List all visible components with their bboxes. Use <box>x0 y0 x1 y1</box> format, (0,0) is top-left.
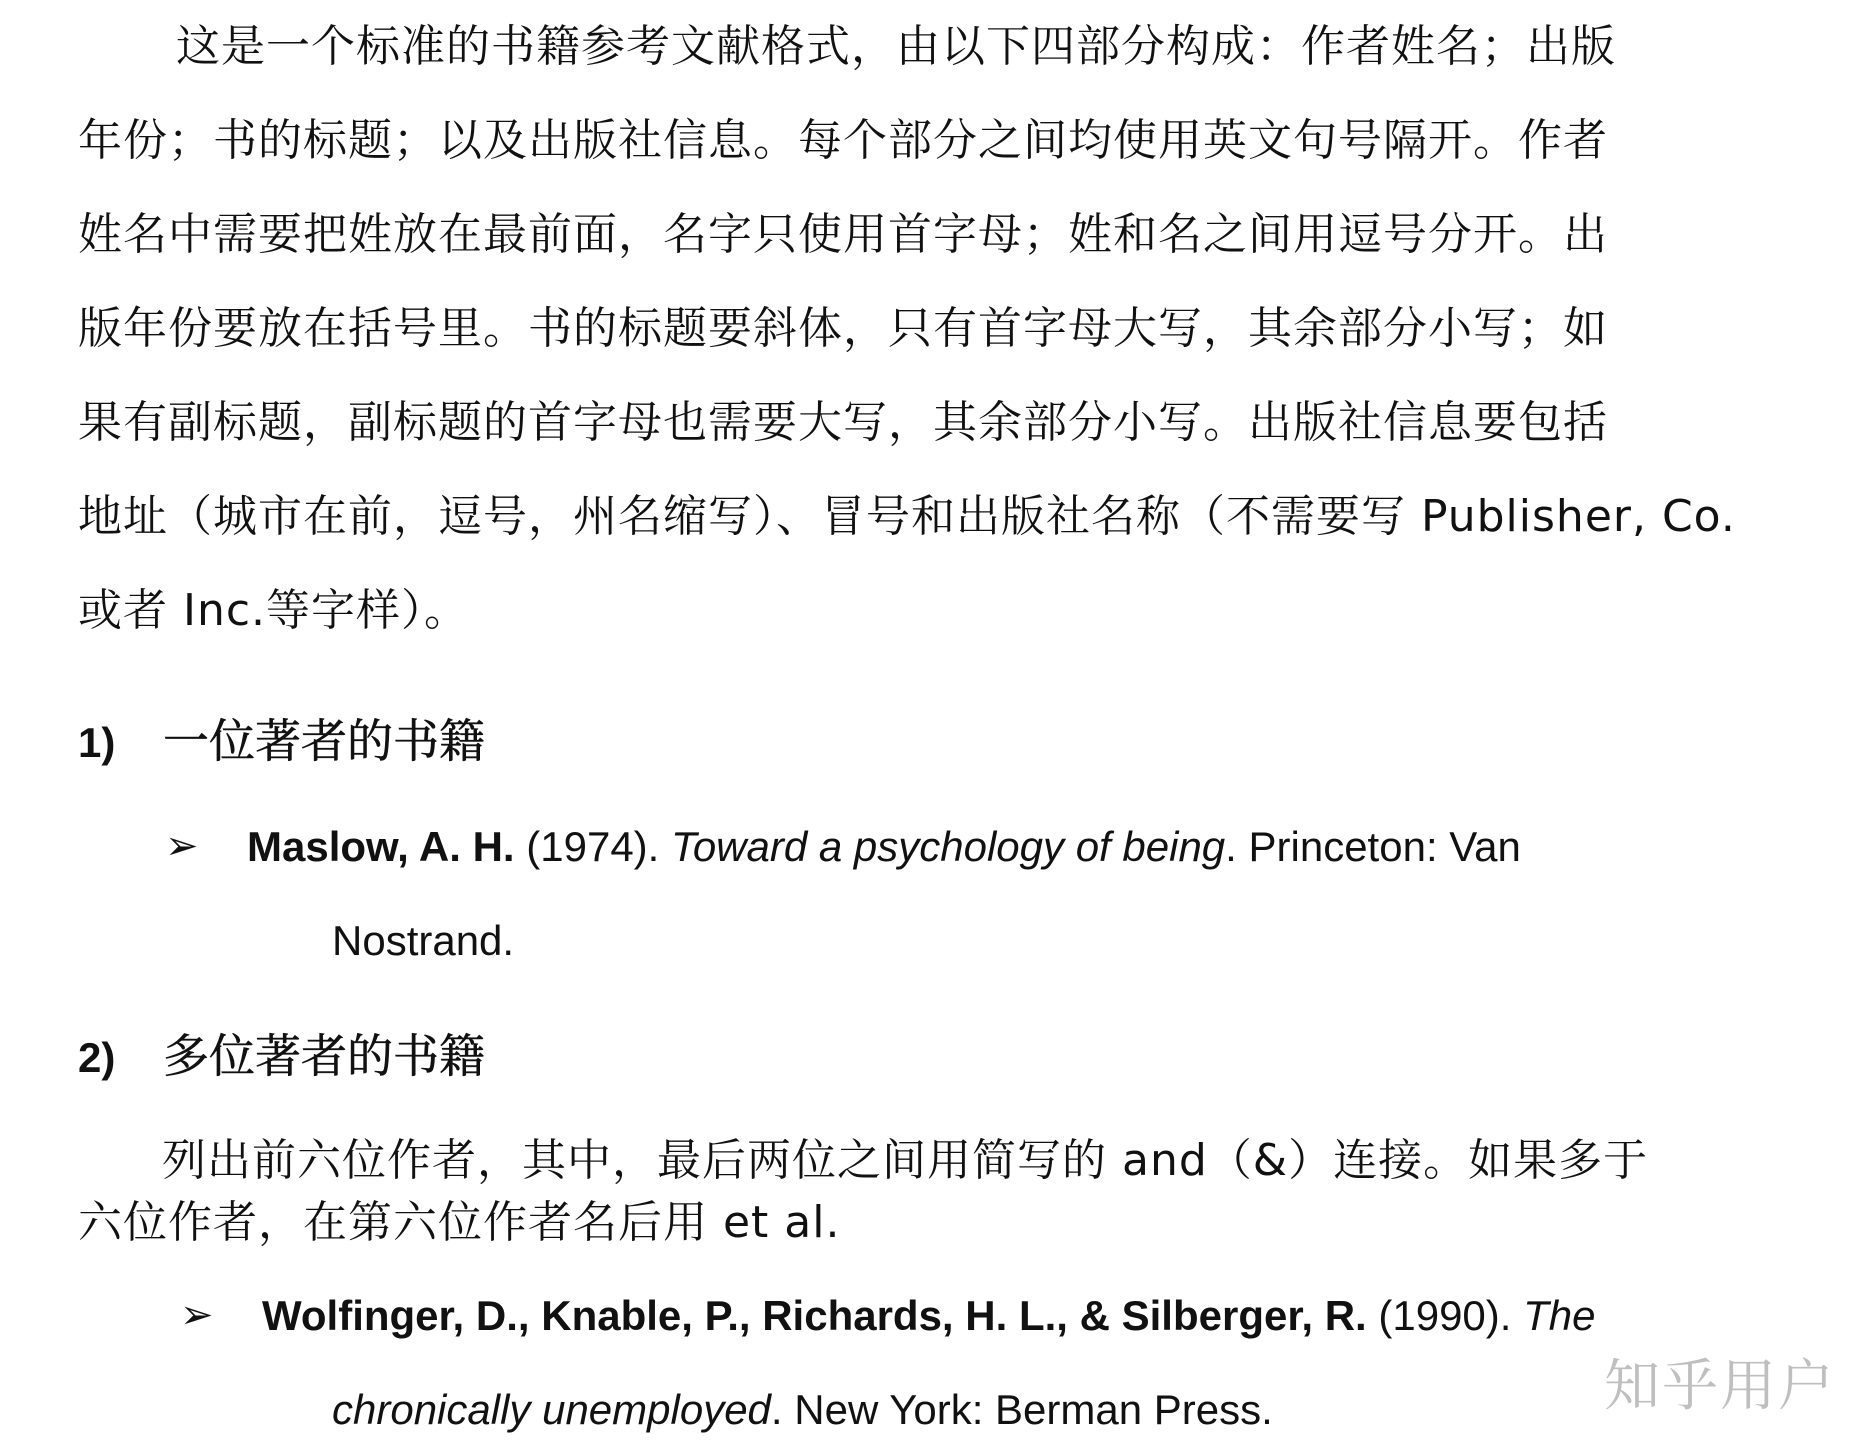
bullet-arrow-icon: ➢ <box>165 823 199 869</box>
reference-line-2 <box>332 1386 1273 1434</box>
intro-line: 姓名中需要把姓放在最前面，名字只使用首字母；姓和名之间用逗号分开。出 <box>78 209 1608 260</box>
section-title: 一位著者的书籍 <box>163 714 485 768</box>
intro-line: 这是一个标准的书籍参考文献格式，由以下四部分构成：作者姓名；出版 <box>176 21 1616 72</box>
reference-authors: Wolfinger, D., Knable, P., Richards, H. L., & Silberger, R. <box>262 1292 1367 1339</box>
bullet-arrow-icon: ➢ <box>180 1292 214 1338</box>
watermark: 知乎用户 <box>1604 1354 1836 1419</box>
reference-title-cont: chronically unemployed <box>332 1386 771 1433</box>
reference-year: (1990). <box>1366 1292 1524 1339</box>
section-number: 2) <box>78 1034 116 1081</box>
reference-line-1 <box>247 823 1521 871</box>
section-heading-2 <box>78 1020 485 1086</box>
intro-paragraph <box>78 0 1778 658</box>
intro-line: 年份；书的标题；以及出版社信息。每个部分之间均使用英文句号隔开。作者 <box>78 115 1608 166</box>
section-title: 多位著者的书籍 <box>163 1029 485 1083</box>
reference-line-2: Nostrand. <box>332 917 515 964</box>
note-line: 六位作者，在第六位作者名后用 et al. <box>78 1197 841 1248</box>
reference-publisher: . New York: Berman Press. <box>770 1386 1273 1433</box>
intro-line: 版年份要放在括号里。书的标题要斜体，只有首字母大写，其余部分小写；如 <box>78 303 1608 354</box>
reference-publisher: . Princeton: Van <box>1225 823 1521 870</box>
reference-author: Maslow, A. H. <box>247 823 515 870</box>
reference-title: The <box>1523 1292 1596 1339</box>
intro-line: 或者 Inc.等字样）。 <box>78 585 470 636</box>
reference-title: Toward a psychology of being <box>671 823 1226 870</box>
reference-year: (1974). <box>514 823 672 870</box>
intro-line: 果有副标题，副标题的首字母也需要大写，其余部分小写。出版社信息要包括 <box>78 397 1608 448</box>
reference-line-1 <box>262 1292 1596 1340</box>
section-number: 1) <box>78 719 116 766</box>
note-line: 列出前六位作者，其中，最后两位之间用简写的 and（&）连接。如果多于 <box>162 1135 1649 1186</box>
intro-line: 地址（城市在前，逗号，州名缩写）、冒号和出版社名称（不需要写 Publisher, Co. <box>78 491 1736 542</box>
section-heading-1 <box>78 705 485 771</box>
section2-note <box>78 1130 1778 1254</box>
